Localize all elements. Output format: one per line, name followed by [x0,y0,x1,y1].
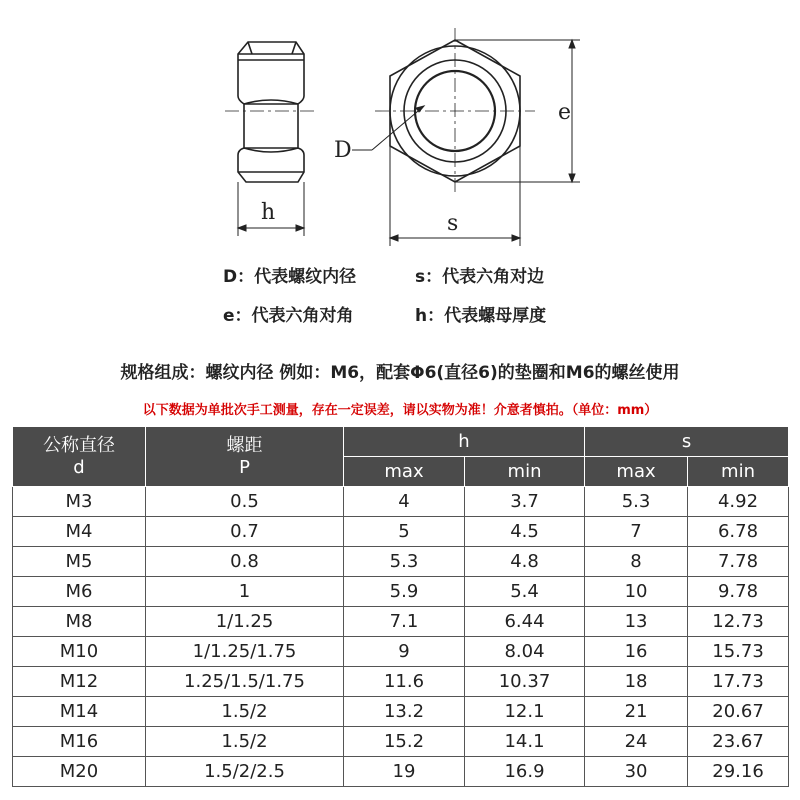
legend-e: e：代表六角对角 [223,306,354,326]
table-cell-h-max: 7.1 [344,607,465,637]
table-cell-s-min: 7.78 [688,547,789,577]
table-cell-s-min: 6.78 [688,517,789,547]
table-row [13,547,789,577]
spec-description: 规格组成：螺纹内径 例如：M6，配套Φ6(直径6)的垫圈和M6的螺丝使用 [120,363,680,383]
table-row [13,577,789,607]
table-cell-s-max: 16 [585,637,688,667]
nut-diagram-svg [0,0,800,250]
legend-d: D：代表螺纹内径 [223,267,357,287]
table-cell-s-max: 8 [585,547,688,577]
table-cell-p: 0.7 [146,517,344,547]
table-cell-h-max: 15.2 [344,727,465,757]
table-cell-h-min: 4.8 [465,547,585,577]
table-cell-d: M8 [13,607,146,637]
table-cell-s-min: 20.67 [688,697,789,727]
table-cell-p: 1.5/2 [146,697,344,727]
s-label: s [447,211,459,236]
table-cell-s-min: 29.16 [688,757,789,787]
table-cell-h-min: 16.9 [465,757,585,787]
table-cell-d: M12 [13,667,146,697]
legend-s: s：代表六角对边 [415,267,545,287]
table-cell-h-max: 5.9 [344,577,465,607]
center-lines [225,28,535,194]
header-h-min: min [465,457,585,487]
table-cell-p: 1/1.25 [146,607,344,637]
table-cell-s-min: 17.73 [688,667,789,697]
table-cell-h-min: 5.4 [465,577,585,607]
table-row [13,517,789,547]
table-row [13,697,789,727]
table-row [13,637,789,667]
header-group-h: h [344,427,585,457]
table-cell-p: 0.5 [146,487,344,517]
table-cell-h-max: 9 [344,637,465,667]
table-cell-p: 1.5/2/2.5 [146,757,344,787]
table-cell-d: M6 [13,577,146,607]
d-label: D [334,138,352,163]
table-row [13,757,789,787]
table-cell-s-max: 18 [585,667,688,697]
e-label: e [558,100,572,125]
measurement-notice: 以下数据为单批次手工测量，存在一定误差，请以实物为准！介意者慎拍。（单位：mm） [142,403,658,418]
header-s-min: min [688,457,789,487]
table-cell-h-min: 3.7 [465,487,585,517]
table-cell-h-min: 8.04 [465,637,585,667]
table-cell-h-max: 4 [344,487,465,517]
spec-table [12,426,789,787]
table-cell-h-max: 5.3 [344,547,465,577]
table-cell-s-max: 5.3 [585,487,688,517]
spec-table-body [13,487,789,787]
table-cell-d: M14 [13,697,146,727]
table-row [13,607,789,637]
table-cell-p: 0.8 [146,547,344,577]
table-cell-h-max: 5 [344,517,465,547]
table-cell-s-min: 23.67 [688,727,789,757]
table-cell-h-max: 11.6 [344,667,465,697]
table-cell-h-min: 10.37 [465,667,585,697]
table-cell-p: 1 [146,577,344,607]
table-cell-h-min: 14.1 [465,727,585,757]
table-cell-s-min: 4.92 [688,487,789,517]
table-cell-d: M4 [13,517,146,547]
legend-h: h：代表螺母厚度 [415,306,547,326]
nut-technical-drawing [0,0,800,250]
table-cell-h-min: 6.44 [465,607,585,637]
table-row [13,727,789,757]
table-row [13,667,789,697]
header-s-max: max [585,457,688,487]
h-label: h [261,200,276,225]
header-pitch: 螺距 P [146,427,344,487]
table-cell-p: 1.25/1.5/1.75 [146,667,344,697]
table-cell-h-max: 13.2 [344,697,465,727]
table-cell-d: M16 [13,727,146,757]
table-cell-s-max: 24 [585,727,688,757]
table-cell-h-min: 4.5 [465,517,585,547]
table-cell-h-min: 12.1 [465,697,585,727]
header-h-max: max [344,457,465,487]
table-cell-d: M10 [13,637,146,667]
table-cell-h-max: 19 [344,757,465,787]
table-cell-s-max: 10 [585,577,688,607]
table-cell-s-max: 30 [585,757,688,787]
table-cell-s-min: 12.73 [688,607,789,637]
table-cell-s-max: 7 [585,517,688,547]
table-cell-p: 1/1.25/1.75 [146,637,344,667]
header-nominal-diameter: 公称直径 d [13,427,146,487]
table-cell-d: M5 [13,547,146,577]
table-cell-s-max: 21 [585,697,688,727]
table-cell-s-max: 13 [585,607,688,637]
table-cell-d: M3 [13,487,146,517]
table-cell-s-min: 9.78 [688,577,789,607]
table-cell-s-min: 15.73 [688,637,789,667]
nut-side-view [238,42,304,182]
header-group-s: s [585,427,789,457]
table-cell-d: M20 [13,757,146,787]
d-leader [352,106,424,150]
table-row [13,487,789,517]
table-cell-p: 1.5/2 [146,727,344,757]
